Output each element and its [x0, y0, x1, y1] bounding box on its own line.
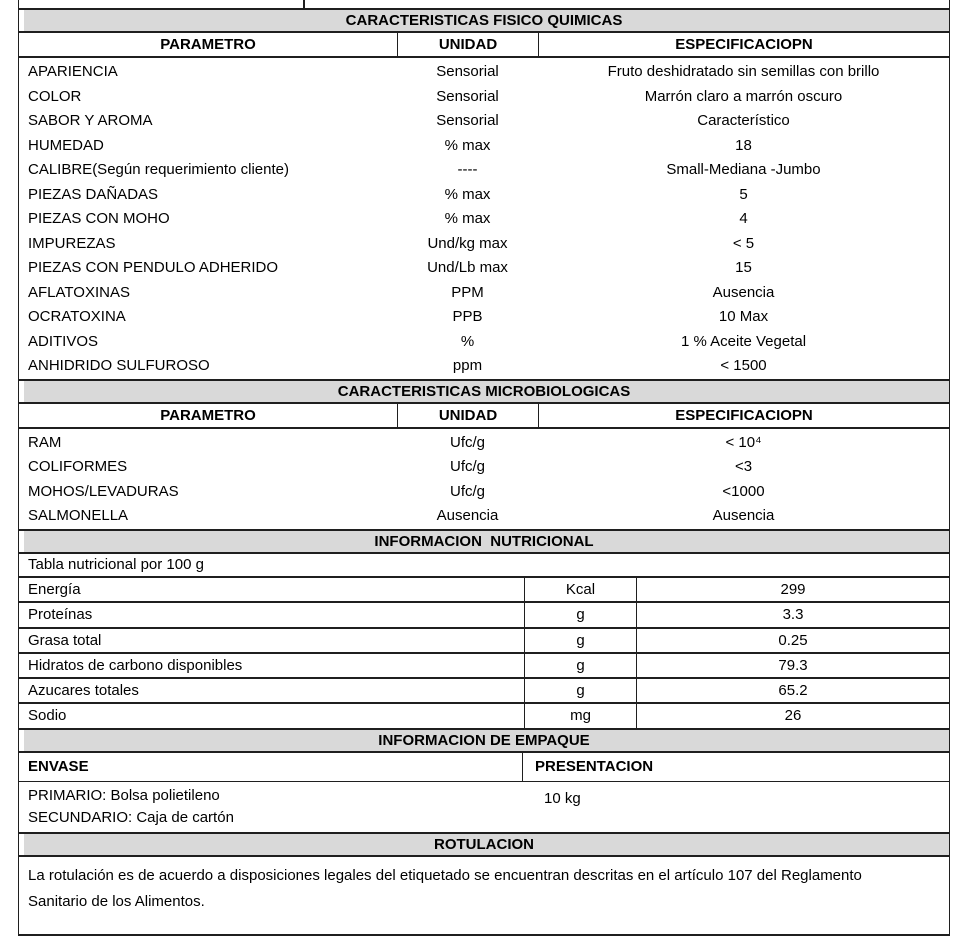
table-row	[19, 134, 949, 159]
table-row	[19, 281, 949, 306]
spec-cell: < 5	[732, 234, 755, 252]
table-row	[19, 480, 949, 505]
nutrient-cell: Azucares totales	[28, 682, 139, 700]
param-cell: AFLATOXINAS	[28, 283, 130, 301]
micro-table-body	[19, 429, 949, 529]
section-title: CARACTERISTICAS FISICO QUIMICAS	[345, 12, 623, 29]
spec-cell: 4	[739, 210, 748, 227]
nutrient-cell: Grasa total	[28, 631, 102, 649]
param-cell: COLIFORMES	[28, 458, 128, 475]
param-cell: CALIBRE(Según requerimiento cliente)	[28, 161, 289, 178]
nutrient-cell: Energía	[28, 581, 81, 598]
unit-cell: % max	[444, 185, 491, 203]
spec-cell: 15	[735, 259, 752, 276]
section-header-fisico-quimicas	[19, 8, 949, 33]
micro-column-header-row	[19, 404, 949, 429]
spec-cell: Ausencia	[712, 283, 775, 301]
table-row	[19, 183, 949, 208]
param-cell: SABOR Y AROMA	[28, 112, 153, 129]
table-row	[19, 330, 949, 355]
spec-cell: Marrón claro a marrón oscuro	[644, 87, 843, 105]
fisico-table-body	[19, 58, 949, 379]
unit-cell: ppm	[452, 357, 483, 374]
spec-cell: < 10⁴	[725, 433, 762, 451]
spec-cell: Fruto deshidratado sin semillas con brillo	[607, 63, 880, 80]
unit-cell: mg	[524, 704, 636, 727]
column-header-envase: ENVASE	[28, 757, 89, 775]
cutoff-row-top	[19, 0, 949, 8]
spec-cell: Ausencia	[712, 507, 775, 524]
table-row	[19, 654, 949, 679]
section-header-empaque	[19, 728, 949, 753]
column-header-presentacion: PRESENTACION	[522, 753, 949, 781]
fisico-column-header-row	[19, 33, 949, 58]
spec-cell: <1000	[722, 482, 765, 500]
value-cell: 79.3	[636, 654, 949, 677]
column-header-unidad: UNIDAD	[397, 404, 538, 427]
unit-cell: Und/kg max	[427, 234, 508, 252]
param-cell: APARIENCIA	[28, 63, 118, 80]
unit-cell: g	[524, 654, 636, 677]
nutrient-cell: Proteínas	[28, 606, 93, 624]
table-row	[19, 109, 949, 134]
nutrition-subtitle-row	[19, 554, 949, 579]
unit-cell: Kcal	[524, 578, 636, 601]
section-title: INFORMACION DE EMPAQUE	[378, 731, 590, 749]
spec-cell: 10 Max	[718, 308, 769, 325]
section-header-nutricional	[19, 529, 949, 554]
column-header-unidad: UNIDAD	[397, 33, 538, 56]
param-cell: RAM	[28, 433, 62, 451]
unit-cell: g	[524, 629, 636, 652]
table-row	[19, 60, 949, 85]
unit-cell: Sensorial	[436, 87, 499, 105]
unit-cell: Ufc/g	[449, 458, 485, 475]
column-header-especificacion: ESPECIFICACIOPN	[538, 33, 949, 56]
unit-cell: PPB	[452, 308, 483, 325]
table-row	[19, 207, 949, 232]
presentacion-value: 10 kg	[544, 789, 581, 807]
spec-cell: 18	[735, 136, 752, 154]
unit-cell: %	[460, 332, 475, 350]
value-cell: 65.2	[636, 679, 949, 702]
table-row	[19, 704, 949, 727]
param-cell: PIEZAS DAÑADAS	[28, 185, 159, 203]
unit-cell: g	[524, 679, 636, 702]
param-cell: MOHOS/LEVADURAS	[28, 482, 179, 500]
unit-cell: ----	[457, 161, 478, 178]
table-row	[19, 629, 949, 654]
rotulacion-body	[19, 857, 949, 934]
section-title: ROTULACION	[434, 835, 534, 853]
value-cell: 26	[636, 704, 949, 727]
cutoff-row-divider	[303, 0, 305, 8]
unit-cell: Sensorial	[436, 63, 499, 80]
empaque-body-row	[19, 782, 949, 832]
table-row	[19, 85, 949, 110]
table-row	[19, 431, 949, 456]
unit-cell: Ufc/g	[449, 433, 485, 451]
spec-cell: 1 % Aceite Vegetal	[680, 332, 807, 350]
rotulacion-text: La rotulación es de acuerdo a disposiciones legales del etiquetado se encuentran descritas en el artículo 107 del Reglamento Sanitario de los Alimentos.	[28, 866, 862, 910]
unit-cell: Ufc/g	[449, 482, 485, 500]
table-row	[19, 256, 949, 281]
value-cell: 299	[636, 578, 949, 601]
column-header-parametro: PARAMETRO	[160, 36, 256, 53]
unit-cell: % max	[444, 210, 491, 227]
unit-cell: Und/Lb max	[427, 259, 508, 276]
nutrition-subtitle: Tabla nutricional por 100 g	[28, 555, 204, 573]
unit-cell: % max	[444, 136, 491, 154]
table-row	[19, 158, 949, 183]
empaque-column-header-row	[19, 753, 949, 782]
table-row	[19, 232, 949, 257]
unit-cell: Ausencia	[436, 507, 499, 524]
table-row	[19, 305, 949, 330]
spec-cell: Small-Mediana -Jumbo	[666, 161, 821, 178]
column-header-especificacion: ESPECIFICACIOPN	[538, 404, 949, 427]
param-cell: SALMONELLA	[28, 507, 129, 524]
spec-cell: <3	[734, 458, 753, 475]
section-header-microbiologicas	[19, 379, 949, 404]
value-cell: 0.25	[636, 629, 949, 652]
value-cell: 3.3	[636, 603, 949, 626]
table-row	[19, 455, 949, 480]
spec-cell: < 1500	[720, 357, 767, 374]
spec-sheet-table	[18, 0, 950, 936]
unit-cell: Sensorial	[436, 112, 499, 129]
section-title: CARACTERISTICAS MICROBIOLOGICAS	[337, 382, 631, 400]
param-cell: COLOR	[28, 87, 82, 105]
table-row	[19, 679, 949, 704]
unit-cell: PPM	[451, 283, 484, 301]
param-cell: HUMEDAD	[28, 136, 104, 154]
envase-secundario: SECUNDARIO: Caja de cartón	[28, 808, 234, 826]
param-cell: ANHIDRIDO SULFUROSO	[28, 357, 210, 374]
spec-cell: Característico	[697, 112, 790, 129]
nutrition-table-body	[19, 578, 949, 728]
table-row	[19, 504, 949, 529]
nutrient-cell: Hidratos de carbono disponibles	[28, 656, 243, 674]
param-cell: OCRATOXINA	[28, 308, 126, 325]
section-title: INFORMACION NUTRICIONAL	[374, 532, 594, 550]
param-cell: PIEZAS CON MOHO	[28, 210, 170, 227]
column-header-parametro: PARAMETRO	[160, 406, 256, 424]
spec-cell: 5	[739, 185, 748, 203]
param-cell: PIEZAS CON PENDULO ADHERIDO	[28, 259, 279, 276]
nutrient-cell: Sodio	[28, 707, 67, 725]
section-header-rotulacion	[19, 832, 949, 857]
table-row	[19, 354, 949, 379]
unit-cell: g	[524, 603, 636, 626]
envase-primario: PRIMARIO: Bolsa polietileno	[28, 786, 220, 804]
table-row	[19, 578, 949, 603]
param-cell: ADITIVOS	[28, 332, 99, 350]
param-cell: IMPUREZAS	[28, 234, 116, 252]
table-row	[19, 603, 949, 628]
